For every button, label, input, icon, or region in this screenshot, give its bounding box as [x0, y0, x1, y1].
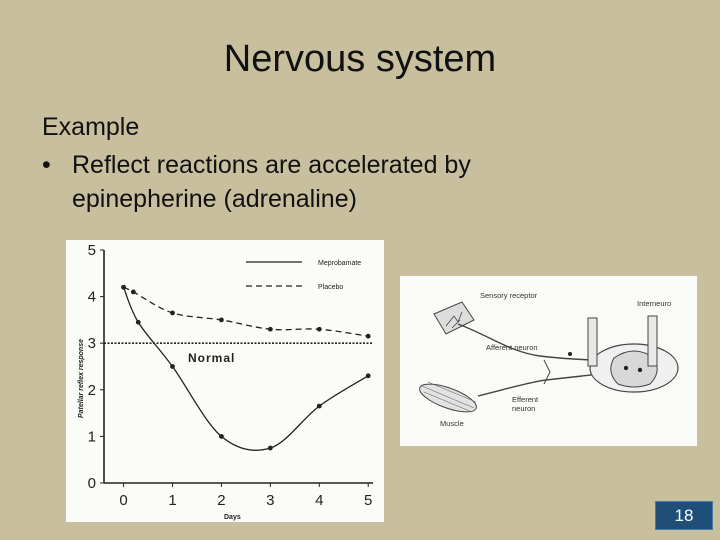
chart-legend — [246, 260, 361, 291]
meprobamate-series-line — [124, 287, 369, 450]
muscle-icon — [416, 378, 479, 417]
x-axis-label: Days — [224, 514, 241, 521]
y-tick-label: 4 — [87, 288, 96, 306]
reflex-arc-illustration — [400, 276, 697, 446]
meprobamate-data-point — [366, 373, 371, 378]
normal-line-label: Normal — [188, 351, 236, 365]
bullet-text: Reflect reactions are accelerated by epinepherine (adrenaline) — [72, 151, 471, 213]
placebo-data-point — [366, 334, 371, 339]
placebo-data-point — [170, 311, 175, 316]
meprobamate-legend-label: Meprobamate — [318, 260, 362, 267]
spinal-cord-icon — [544, 316, 678, 392]
meprobamate-data-point — [170, 364, 175, 369]
meprobamate-data-point — [136, 320, 141, 325]
slide-body — [42, 110, 562, 216]
placebo-data-point — [131, 290, 136, 295]
y-tick-label: 0 — [87, 475, 96, 492]
chart-ticks — [88, 242, 373, 509]
meprobamate-data-point — [219, 434, 224, 439]
muscle-label: Muscle — [440, 419, 464, 428]
y-tick-label: 5 — [87, 242, 96, 259]
x-tick-label: 5 — [364, 492, 373, 509]
placebo-series-line — [124, 287, 369, 336]
page-number-badge: 18 — [655, 501, 713, 530]
x-tick-label: 2 — [217, 492, 226, 509]
meprobamate-data-point — [317, 404, 322, 409]
bullet-item — [42, 148, 562, 216]
reflex-chart-panel — [66, 240, 384, 522]
meprobamate-data-point — [268, 446, 273, 451]
sensory-receptor-label: Sensory receptor — [480, 291, 538, 300]
reflex-arc-diagram — [400, 276, 697, 446]
efferent-neuron-label-2: neuron — [512, 404, 536, 413]
efferent-neuron-label-1: Efferent — [512, 395, 539, 404]
placebo-data-point — [121, 285, 126, 290]
y-axis-label: Patellar reflex response — [78, 339, 85, 418]
x-tick-label: 3 — [266, 492, 275, 509]
reflex-chart — [66, 240, 384, 522]
placebo-data-point — [268, 327, 273, 332]
slide-title: Nervous system — [223, 38, 497, 80]
interneuron-label: Interneuro — [637, 299, 672, 308]
chart-series — [104, 285, 373, 451]
x-tick-label: 0 — [119, 492, 128, 509]
y-tick-label: 3 — [87, 335, 96, 353]
x-tick-label: 4 — [315, 492, 324, 509]
bullet-glyph: • — [42, 151, 51, 179]
body-heading: Example — [42, 113, 140, 141]
y-tick-label: 2 — [87, 381, 96, 399]
placebo-legend-label: Placebo — [318, 284, 344, 291]
x-tick-label: 1 — [168, 492, 177, 509]
placebo-data-point — [317, 327, 322, 332]
y-tick-label: 1 — [87, 428, 96, 446]
sensory-receptor-icon — [434, 302, 474, 334]
afferent-neuron-label: Afferent neuron — [486, 343, 538, 352]
placebo-data-point — [219, 318, 224, 323]
